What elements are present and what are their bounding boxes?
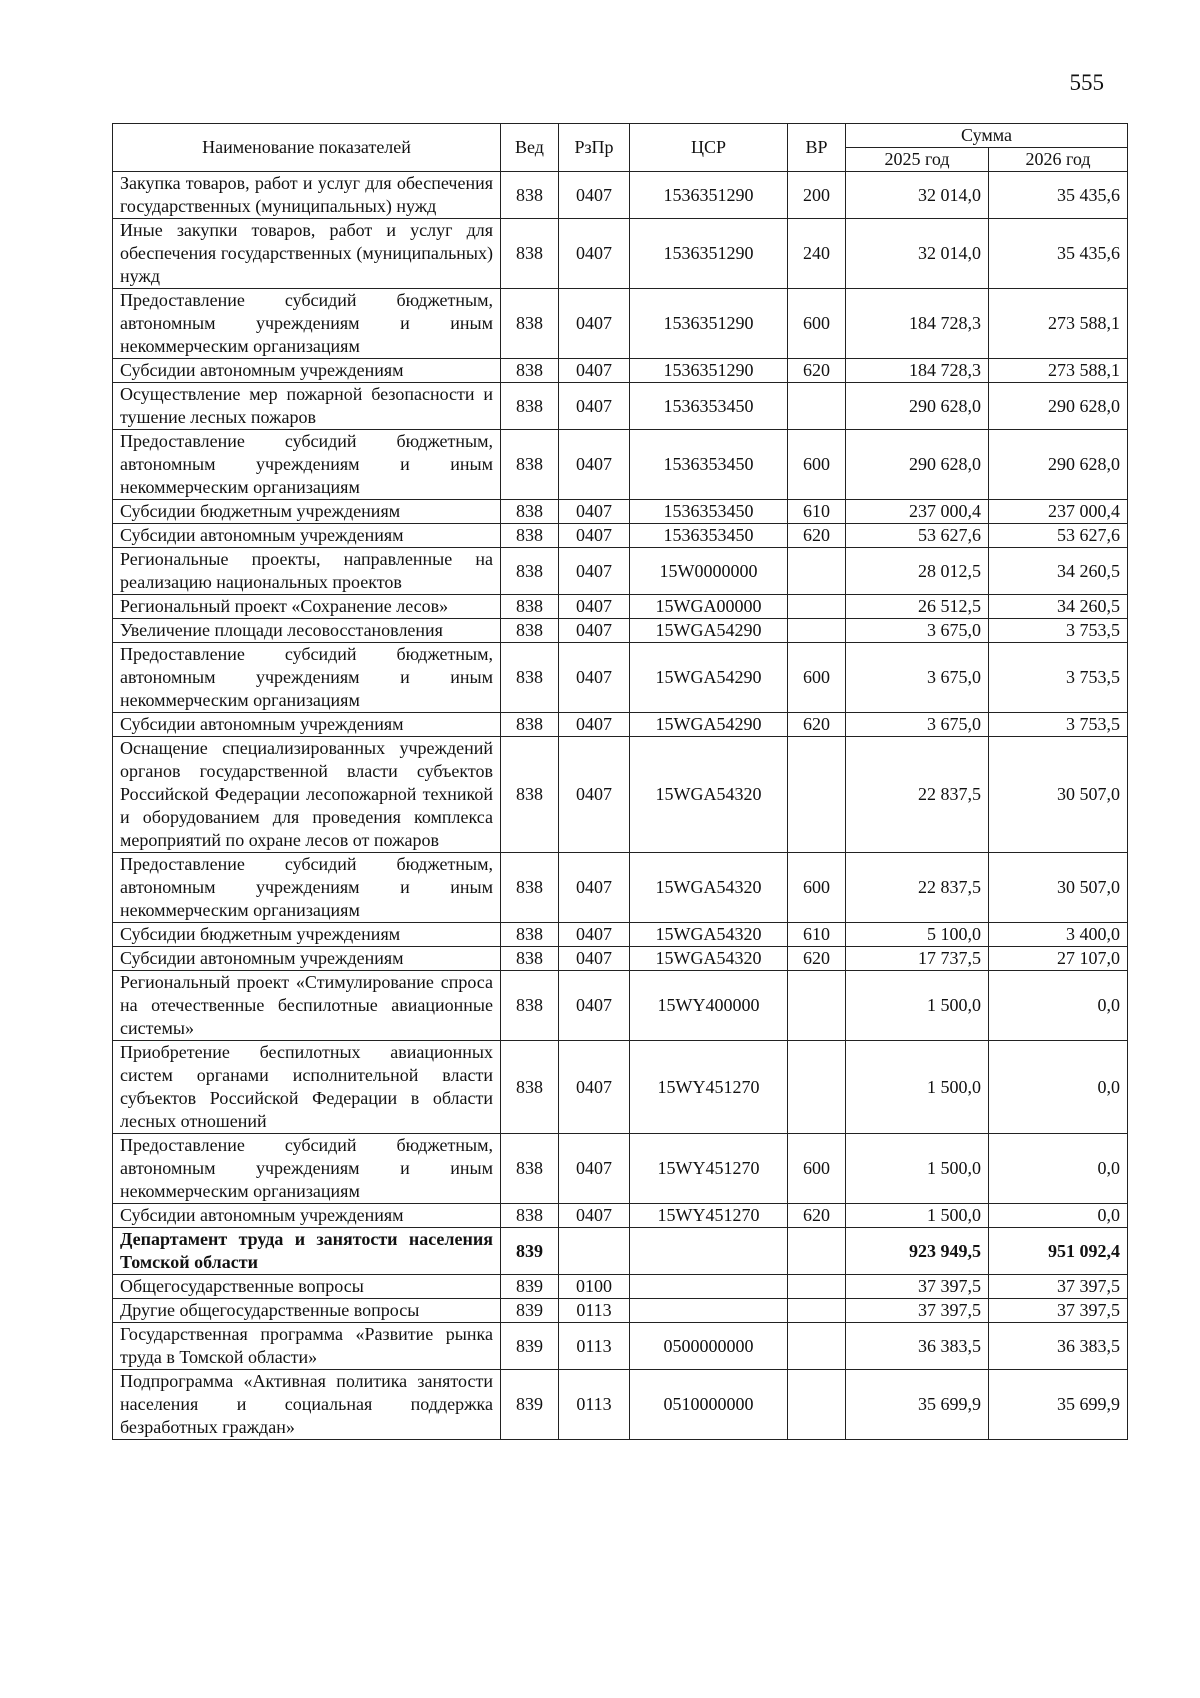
cell-rzpr: 0407: [559, 430, 630, 500]
cell-vr: 620: [788, 524, 846, 548]
cell-sum-2025: 5 100,0: [846, 923, 989, 947]
cell-csr: 15WGA54320: [630, 947, 788, 971]
cell-vr: [788, 1275, 846, 1299]
cell-ved: 839: [501, 1228, 559, 1275]
cell-rzpr: 0407: [559, 524, 630, 548]
cell-vr: [788, 971, 846, 1041]
cell-vr: [788, 1041, 846, 1134]
cell-name: Оснащение специализированных учреждений органов государственной власти субъектов Российской Федерации лесопожарной техникой и оборудованием для проведения комплекса мероприятий по охране лесов от пожаров: [113, 737, 501, 853]
cell-ved: 838: [501, 737, 559, 853]
cell-vr: [788, 548, 846, 595]
header-rzpr: РзПр: [559, 124, 630, 172]
cell-sum-2025: 3 675,0: [846, 713, 989, 737]
table-row: [113, 359, 1128, 383]
cell-sum-2026: 0,0: [989, 1134, 1128, 1204]
cell-rzpr: 0407: [559, 923, 630, 947]
cell-vr: 200: [788, 172, 846, 219]
cell-sum-2025: 32 014,0: [846, 172, 989, 219]
cell-name: Предоставление субсидий бюджетным, автономным учреждениям и иным некоммерческим организациям: [113, 853, 501, 923]
cell-name: Осуществление мер пожарной безопасности и тушение лесных пожаров: [113, 383, 501, 430]
cell-name: Департамент труда и занятости населения Томской области: [113, 1228, 501, 1275]
cell-rzpr: 0100: [559, 1275, 630, 1299]
cell-ved: 838: [501, 643, 559, 713]
cell-rzpr: 0407: [559, 219, 630, 289]
cell-ved: 839: [501, 1323, 559, 1370]
table-row: [113, 643, 1128, 713]
cell-ved: 838: [501, 713, 559, 737]
cell-ved: 838: [501, 1134, 559, 1204]
cell-sum-2025: 290 628,0: [846, 430, 989, 500]
cell-rzpr: 0113: [559, 1370, 630, 1440]
table-row: [113, 548, 1128, 595]
cell-ved: 839: [501, 1299, 559, 1323]
cell-csr: 15WY451270: [630, 1204, 788, 1228]
cell-sum-2025: 1 500,0: [846, 1204, 989, 1228]
cell-ved: 838: [501, 359, 559, 383]
cell-rzpr: 0113: [559, 1299, 630, 1323]
cell-csr: 15W0000000: [630, 548, 788, 595]
table-row: [113, 1323, 1128, 1370]
cell-rzpr: 0407: [559, 853, 630, 923]
cell-ved: 838: [501, 219, 559, 289]
cell-sum-2026: 34 260,5: [989, 548, 1128, 595]
cell-csr: 1536351290: [630, 289, 788, 359]
cell-rzpr: [559, 1228, 630, 1275]
cell-ved: 838: [501, 947, 559, 971]
table-row: [113, 1041, 1128, 1134]
cell-vr: 620: [788, 713, 846, 737]
table-row: [113, 500, 1128, 524]
cell-sum-2026: 35 699,9: [989, 1370, 1128, 1440]
cell-csr: [630, 1299, 788, 1323]
cell-csr: [630, 1275, 788, 1299]
cell-csr: 1536353450: [630, 500, 788, 524]
budget-table: [112, 123, 1128, 1440]
cell-ved: 839: [501, 1370, 559, 1440]
cell-name: Региональные проекты, направленные на реализацию национальных проектов: [113, 548, 501, 595]
cell-sum-2026: 35 435,6: [989, 219, 1128, 289]
cell-vr: [788, 383, 846, 430]
table-row: [113, 1204, 1128, 1228]
cell-vr: [788, 1228, 846, 1275]
cell-ved: 839: [501, 1275, 559, 1299]
header-sum: Сумма: [846, 124, 1128, 148]
cell-sum-2025: 1 500,0: [846, 1041, 989, 1134]
cell-name: Региональный проект «Сохранение лесов»: [113, 595, 501, 619]
cell-rzpr: 0407: [559, 643, 630, 713]
table-row: [113, 289, 1128, 359]
table-row: [113, 923, 1128, 947]
cell-sum-2026: 273 588,1: [989, 289, 1128, 359]
cell-name: Общегосударственные вопросы: [113, 1275, 501, 1299]
cell-name: Предоставление субсидий бюджетным, автономным учреждениям и иным некоммерческим организациям: [113, 430, 501, 500]
cell-csr: 15WY451270: [630, 1134, 788, 1204]
cell-sum-2025: 22 837,5: [846, 737, 989, 853]
cell-csr: 1536353450: [630, 430, 788, 500]
cell-csr: 15WGA54320: [630, 853, 788, 923]
cell-rzpr: 0407: [559, 500, 630, 524]
cell-sum-2026: 30 507,0: [989, 853, 1128, 923]
cell-ved: 838: [501, 383, 559, 430]
cell-vr: 610: [788, 923, 846, 947]
cell-vr: 610: [788, 500, 846, 524]
cell-vr: [788, 737, 846, 853]
table-row: [113, 971, 1128, 1041]
cell-sum-2025: 237 000,4: [846, 500, 989, 524]
cell-rzpr: 0407: [559, 713, 630, 737]
cell-csr: 1536353450: [630, 383, 788, 430]
cell-rzpr: 0407: [559, 1134, 630, 1204]
cell-csr: 0510000000: [630, 1370, 788, 1440]
cell-sum-2026: 0,0: [989, 971, 1128, 1041]
cell-name: Субсидии автономным учреждениям: [113, 947, 501, 971]
cell-sum-2026: 273 588,1: [989, 359, 1128, 383]
table-row: [113, 430, 1128, 500]
cell-name: Региональный проект «Стимулирование спроса на отечественные беспилотные авиационные системы»: [113, 971, 501, 1041]
cell-sum-2025: 36 383,5: [846, 1323, 989, 1370]
cell-csr: 1536351290: [630, 359, 788, 383]
cell-ved: 838: [501, 430, 559, 500]
cell-csr: 15WGA54320: [630, 923, 788, 947]
cell-rzpr: 0407: [559, 172, 630, 219]
table-row: [113, 947, 1128, 971]
table-row: [113, 595, 1128, 619]
cell-vr: 600: [788, 853, 846, 923]
cell-name: Субсидии бюджетным учреждениям: [113, 500, 501, 524]
cell-vr: 620: [788, 947, 846, 971]
cell-rzpr: 0407: [559, 1041, 630, 1134]
cell-sum-2026: 35 435,6: [989, 172, 1128, 219]
cell-sum-2026: 0,0: [989, 1041, 1128, 1134]
cell-csr: 15WGA00000: [630, 595, 788, 619]
table-row: [113, 172, 1128, 219]
header-2026: 2026 год: [989, 148, 1128, 172]
cell-sum-2025: 1 500,0: [846, 971, 989, 1041]
cell-sum-2025: 37 397,5: [846, 1275, 989, 1299]
cell-csr: 15WY400000: [630, 971, 788, 1041]
cell-rzpr: 0407: [559, 737, 630, 853]
header-2025: 2025 год: [846, 148, 989, 172]
cell-sum-2025: 923 949,5: [846, 1228, 989, 1275]
cell-vr: 620: [788, 359, 846, 383]
cell-sum-2025: 53 627,6: [846, 524, 989, 548]
table-row: [113, 1299, 1128, 1323]
table-row: [113, 1275, 1128, 1299]
cell-sum-2025: 37 397,5: [846, 1299, 989, 1323]
cell-ved: 838: [501, 595, 559, 619]
cell-sum-2025: 22 837,5: [846, 853, 989, 923]
table-row: [113, 1228, 1128, 1275]
cell-vr: 600: [788, 643, 846, 713]
cell-ved: 838: [501, 172, 559, 219]
page-number: 555: [1069, 70, 1104, 95]
cell-rzpr: 0407: [559, 619, 630, 643]
cell-sum-2025: 3 675,0: [846, 619, 989, 643]
cell-csr: 1536353450: [630, 524, 788, 548]
cell-ved: 838: [501, 289, 559, 359]
cell-name: Предоставление субсидий бюджетным, автономным учреждениям и иным некоммерческим организациям: [113, 643, 501, 713]
cell-rzpr: 0407: [559, 595, 630, 619]
header-ved: Вед: [501, 124, 559, 172]
cell-sum-2025: 1 500,0: [846, 1134, 989, 1204]
cell-ved: 838: [501, 923, 559, 947]
cell-csr: 0500000000: [630, 1323, 788, 1370]
cell-vr: [788, 1370, 846, 1440]
cell-sum-2026: 37 397,5: [989, 1275, 1128, 1299]
cell-vr: [788, 619, 846, 643]
cell-vr: 240: [788, 219, 846, 289]
table-row: [113, 383, 1128, 430]
cell-name: Предоставление субсидий бюджетным, автономным учреждениям и иным некоммерческим организациям: [113, 289, 501, 359]
cell-rzpr: 0407: [559, 289, 630, 359]
cell-sum-2025: 26 512,5: [846, 595, 989, 619]
cell-sum-2026: 0,0: [989, 1204, 1128, 1228]
cell-sum-2026: 34 260,5: [989, 595, 1128, 619]
cell-sum-2026: 37 397,5: [989, 1299, 1128, 1323]
table-row: [113, 219, 1128, 289]
table-row: [113, 713, 1128, 737]
cell-vr: [788, 1323, 846, 1370]
cell-sum-2026: 290 628,0: [989, 430, 1128, 500]
cell-rzpr: 0407: [559, 383, 630, 430]
cell-vr: 620: [788, 1204, 846, 1228]
cell-sum-2025: 290 628,0: [846, 383, 989, 430]
cell-name: Государственная программа «Развитие рынка труда в Томской области»: [113, 1323, 501, 1370]
cell-csr: [630, 1228, 788, 1275]
cell-rzpr: 0407: [559, 1204, 630, 1228]
cell-rzpr: 0407: [559, 971, 630, 1041]
cell-ved: 838: [501, 524, 559, 548]
cell-csr: 15WGA54290: [630, 619, 788, 643]
cell-sum-2025: 28 012,5: [846, 548, 989, 595]
header-name: Наименование показателей: [113, 124, 501, 172]
cell-name: Увеличение площади лесовосстановления: [113, 619, 501, 643]
cell-sum-2025: 3 675,0: [846, 643, 989, 713]
cell-sum-2026: 237 000,4: [989, 500, 1128, 524]
cell-sum-2025: 35 699,9: [846, 1370, 989, 1440]
table-row: [113, 619, 1128, 643]
cell-name: Субсидии автономным учреждениям: [113, 524, 501, 548]
table-row: [113, 1370, 1128, 1440]
cell-sum-2026: 30 507,0: [989, 737, 1128, 853]
cell-rzpr: 0113: [559, 1323, 630, 1370]
cell-sum-2026: 3 753,5: [989, 643, 1128, 713]
cell-sum-2025: 184 728,3: [846, 359, 989, 383]
cell-vr: [788, 595, 846, 619]
cell-ved: 838: [501, 1041, 559, 1134]
cell-rzpr: 0407: [559, 359, 630, 383]
table-row: [113, 853, 1128, 923]
cell-csr: 15WGA54320: [630, 737, 788, 853]
cell-sum-2026: 36 383,5: [989, 1323, 1128, 1370]
cell-sum-2026: 3 753,5: [989, 619, 1128, 643]
cell-name: Субсидии бюджетным учреждениям: [113, 923, 501, 947]
cell-sum-2026: 27 107,0: [989, 947, 1128, 971]
table-row: [113, 737, 1128, 853]
cell-name: Иные закупки товаров, работ и услуг для обеспечения государственных (муниципальных) нужд: [113, 219, 501, 289]
cell-csr: 15WGA54290: [630, 643, 788, 713]
cell-name: Закупка товаров, работ и услуг для обеспечения государственных (муниципальных) нужд: [113, 172, 501, 219]
cell-name: Другие общегосударственные вопросы: [113, 1299, 501, 1323]
cell-name: Подпрограмма «Активная политика занятости населения и социальная поддержка безработных граждан»: [113, 1370, 501, 1440]
cell-ved: 838: [501, 619, 559, 643]
cell-sum-2026: 951 092,4: [989, 1228, 1128, 1275]
cell-ved: 838: [501, 971, 559, 1041]
cell-name: Субсидии автономным учреждениям: [113, 1204, 501, 1228]
cell-csr: 1536351290: [630, 172, 788, 219]
cell-ved: 838: [501, 500, 559, 524]
cell-sum-2026: 53 627,6: [989, 524, 1128, 548]
cell-ved: 838: [501, 853, 559, 923]
cell-sum-2026: 3 400,0: [989, 923, 1128, 947]
cell-ved: 838: [501, 548, 559, 595]
cell-csr: 15WGA54290: [630, 713, 788, 737]
table-row: [113, 524, 1128, 548]
cell-name: Предоставление субсидий бюджетным, автономным учреждениям и иным некоммерческим организациям: [113, 1134, 501, 1204]
cell-sum-2026: 290 628,0: [989, 383, 1128, 430]
header-vr: ВР: [788, 124, 846, 172]
table-body: [113, 172, 1128, 1440]
cell-name: Приобретение беспилотных авиационных систем органами исполнительной власти субъектов Российской Федерации в области лесных отношений: [113, 1041, 501, 1134]
cell-name: Субсидии автономным учреждениям: [113, 359, 501, 383]
cell-sum-2026: 3 753,5: [989, 713, 1128, 737]
cell-csr: 1536351290: [630, 219, 788, 289]
cell-csr: 15WY451270: [630, 1041, 788, 1134]
cell-vr: 600: [788, 430, 846, 500]
cell-sum-2025: 17 737,5: [846, 947, 989, 971]
cell-sum-2025: 184 728,3: [846, 289, 989, 359]
cell-vr: [788, 1299, 846, 1323]
cell-rzpr: 0407: [559, 947, 630, 971]
cell-sum-2025: 32 014,0: [846, 219, 989, 289]
header-csr: ЦСР: [630, 124, 788, 172]
cell-ved: 838: [501, 1204, 559, 1228]
table-row: [113, 1134, 1128, 1204]
cell-vr: 600: [788, 1134, 846, 1204]
cell-rzpr: 0407: [559, 548, 630, 595]
cell-vr: 600: [788, 289, 846, 359]
cell-name: Субсидии автономным учреждениям: [113, 713, 501, 737]
